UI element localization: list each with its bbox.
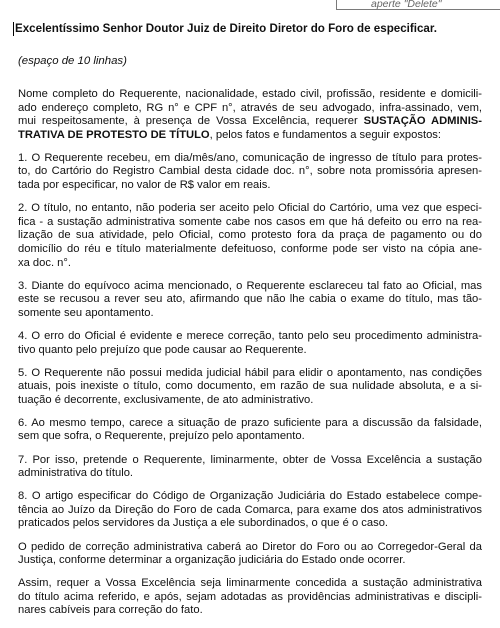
bold-request-text: SUSTAÇÃO ADMINIS- [363,115,482,128]
paragraph-line: 2. O título, no entanto, não poderia ser aceito pelo Oficial do Cartório, uma vez que especi- [18,202,482,215]
text-cursor [13,22,14,36]
bold-request-text: TRATIVA DE PROTESTO DE TÍTULO [18,128,210,141]
paragraph-7 [18,454,482,481]
paragraph-line: O pedido de correção administrativa caberá ao Diretor do Foro ou ao Corregedor-Geral da [18,540,482,553]
paragraph-line: nares cabíveis para correção do fato. [18,604,203,617]
paragraph-line-mixed [18,129,482,143]
paragraph-6 [18,417,482,444]
paragraph-line: xa doc. n°. [18,256,71,269]
paragraph-line-mixed [18,115,482,129]
spacing-note[interactable]: (espaço de 10 linhas) [18,55,127,67]
paragraph-line: atuais, pois inexiste o título, como documento, em razão de sua nulidade absoluta, e a si- [18,380,482,393]
paragraph-line: do título acima referido, e após, sejam adotadas as providências administrativas e discipli- [18,590,482,603]
paragraph-8 [18,490,482,531]
paragraph-line: administrativa do título. [18,467,134,480]
delete-hint-box [336,0,500,10]
paragraph-9 [18,541,482,568]
paragraph-line: tada por especificar, no valor de R$ valor em reais. [18,179,271,192]
paragraph-line: 7. Por isso, pretende o Requerente, liminarmente, obter de Vossa Excelência a sustação [18,453,482,466]
paragraph-line: Nome completo do Requerente, nacionalidade, estado civil, profissão, residente e domicili- [18,88,482,100]
paragraph-5 [18,367,482,408]
paragraph-opening [18,88,482,142]
paragraph-line: praticados pelos servidores da Justiça a ele subordinados, o que é o caso. [18,517,389,530]
delete-hint-text: aperte "Delete" [371,0,442,10]
paragraph-line: ado endereço completo, RG n° e CPF n°, através de seu advogado, infra-assinado, vem, [18,101,482,114]
paragraph-1 [18,152,482,193]
paragraph-line: Assim, requer a Vossa Excelência seja liminarmente concedida a sustação administrativa [18,577,482,590]
paragraph-line: 3. Diante do equívoco acima mencionado, o Requerente esclareceu tal fato ao Oficial, mas [18,279,482,292]
paragraph-text: , pelos fatos e fundamentos a seguir expostos: [209,128,441,141]
paragraph-line: domicílio do réu e título materialmente defeituoso, conforme pode ser visto na cópia ane- [18,242,482,255]
paragraph-line: somente seu apontamento. [18,306,154,319]
paragraph-line: tência ao Juízo da Direção do Foro de cada Comarca, para exame dos atos administrativos [18,503,482,516]
paragraph-3 [18,280,482,321]
document-header[interactable]: Excelentíssimo Senhor Doutor Juiz de Direito Diretor do Foro de especificar. [15,22,437,35]
paragraph-line: 4. O erro do Oficial é evidente e merece correção, tanto pelo seu procedimento administra- [18,329,482,342]
paragraph-line: este se recusou a rever seu ato, afirmando que não lhe cabia o exame do título, mas tão- [18,293,482,306]
document-body[interactable] [18,88,482,628]
paragraph-line: 8. O artigo especificar do Código de Organização Judiciária do Estado estabelece compe- [18,490,482,503]
paragraph-line: fica - a sustação administrativa somente cabe nos casos em que há defeito ou erro na rea- [18,215,482,228]
paragraph-10 [18,577,482,618]
paragraph-line: tivo quanto pelo prejuízo que pode causar ao Requerente. [18,343,307,356]
paragraph-line: sem que sofra, o Requerente, prejuízo pelo apontamento. [18,430,305,443]
paragraph-text: mui respeitosamente, à presença de Vossa Excelência, requerer [18,115,364,128]
paragraph-line: 5. O Requerente não possui medida judicial hábil para elidir o apontamento, nas condições [18,366,482,379]
paragraph-line: 6. Ao mesmo tempo, carece a situação de prazo suficiente para a discussão da falsidade, [18,416,482,429]
paragraph-4 [18,330,482,357]
paragraph-line: Justiça, conforme determinar a organização judiciária do Estado onde ocorrer. [18,554,406,567]
paragraph-line: tuação é decorrente, exclusivamente, de ato administrativo. [18,393,314,406]
paragraph-line: 1. O Requerente recebeu, em dia/mês/ano, comunicação de ingresso de título para protes- [18,151,482,164]
paragraph-2 [18,202,482,270]
paragraph-line: to, do Cartório do Registro Cambial desta cidade doc. n°, sobre nota promissória apresen- [18,165,482,178]
paragraph-line: lização de sua atividade, pelo Oficial, como protesto fora da praça de pagamento ou do [18,229,482,242]
